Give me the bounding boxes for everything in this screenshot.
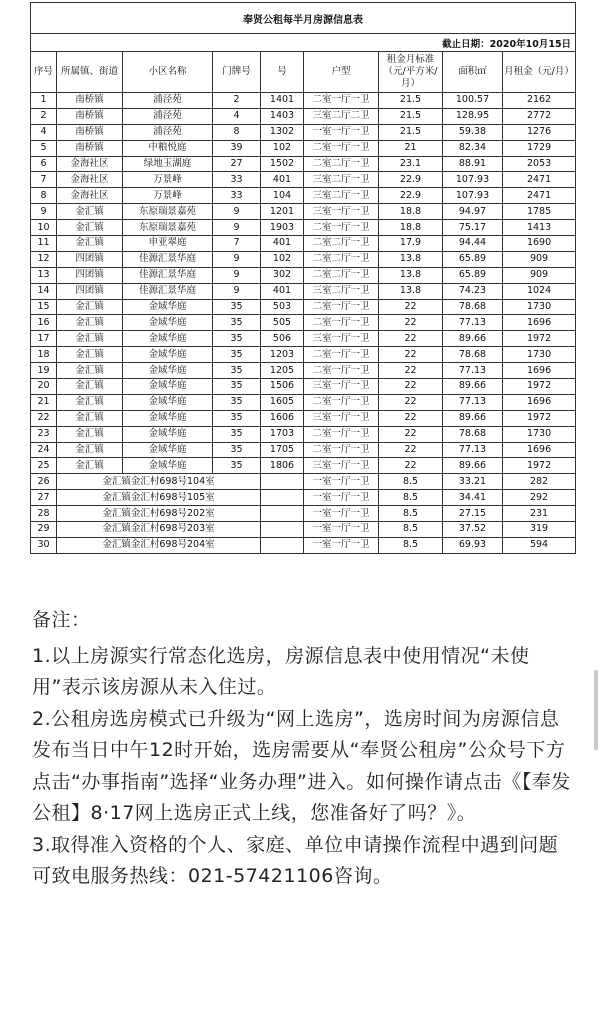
- cell-rate: 22: [379, 331, 443, 347]
- cell-rate: 22: [379, 394, 443, 410]
- cell-layout: 三室一厅一卫: [304, 458, 379, 474]
- cell-rate: 22: [379, 442, 443, 458]
- cell-room: 104: [261, 188, 304, 204]
- cell-room: 1401: [261, 93, 304, 109]
- cell-district: 南桥镇: [57, 93, 123, 109]
- cell-room: 401: [261, 283, 304, 299]
- cell-area: 75.17: [443, 220, 503, 236]
- cell-area: 69.93: [443, 537, 503, 553]
- cell-area: 77.13: [443, 315, 503, 331]
- cell-rate: 22: [379, 410, 443, 426]
- cell-layout: 三室一厅一卫: [304, 204, 379, 220]
- cell-rate: 22: [379, 347, 443, 363]
- cell-rate: 8.5: [379, 506, 443, 522]
- cell-rate: 21.5: [379, 108, 443, 124]
- cell-building: 35: [213, 458, 261, 474]
- cell-seq: 24: [31, 442, 57, 458]
- cell-community: 浦泾苑: [123, 108, 213, 124]
- cell-address: 金汇镇金汇村698号202室: [57, 506, 261, 522]
- cell-rent: 909: [503, 267, 576, 283]
- table-row: [31, 474, 576, 490]
- cell-rent: 292: [503, 490, 576, 506]
- cell-rent: 1972: [503, 410, 576, 426]
- cell-building: 35: [213, 363, 261, 379]
- cell-seq: 21: [31, 394, 57, 410]
- header-rent: 月租金（元/月）: [503, 52, 576, 93]
- cell-room: 1705: [261, 442, 304, 458]
- cell-area: 78.68: [443, 299, 503, 315]
- cell-layout: 一室一厅一卫: [304, 506, 379, 522]
- cell-seq: 19: [31, 363, 57, 379]
- cell-room: 1205: [261, 363, 304, 379]
- cell-seq: 28: [31, 506, 57, 522]
- header-row: [31, 52, 576, 93]
- cell-area: 65.89: [443, 267, 503, 283]
- cell-area: 59.38: [443, 124, 503, 140]
- cell-layout: 一室一厅一卫: [304, 124, 379, 140]
- cell-layout: 三室一厅一卫: [304, 379, 379, 395]
- cell-rate: 8.5: [379, 490, 443, 506]
- cell-seq: 7: [31, 172, 57, 188]
- table-row: [31, 156, 576, 172]
- cell-seq: 27: [31, 490, 57, 506]
- table-row: [31, 267, 576, 283]
- cell-layout: 二室一厅一卫: [304, 442, 379, 458]
- cell-area: 94.97: [443, 204, 503, 220]
- scrollbar[interactable]: [594, 670, 598, 750]
- cell-layout: 二室二厅一卫: [304, 267, 379, 283]
- cell-seq: 6: [31, 156, 57, 172]
- cell-district: 四团镇: [57, 267, 123, 283]
- cell-area: 77.13: [443, 363, 503, 379]
- cell-room: 506: [261, 331, 304, 347]
- cell-rent: 2162: [503, 93, 576, 109]
- cell-building: 35: [213, 410, 261, 426]
- table-row: [31, 220, 576, 236]
- table-row: [31, 140, 576, 156]
- cell-room: [261, 490, 304, 506]
- cell-building: 2: [213, 93, 261, 109]
- cell-community: 金域华庭: [123, 442, 213, 458]
- cell-seq: 17: [31, 331, 57, 347]
- cell-rate: 22: [379, 426, 443, 442]
- cell-building: 35: [213, 379, 261, 395]
- table-row: [31, 93, 576, 109]
- cell-layout: 三室二厅一卫: [304, 172, 379, 188]
- cell-seq: 16: [31, 315, 57, 331]
- cell-community: 金域华庭: [123, 315, 213, 331]
- cell-room: 302: [261, 267, 304, 283]
- cell-rate: 13.8: [379, 267, 443, 283]
- cell-area: 94.44: [443, 236, 503, 252]
- cell-rate: 22: [379, 458, 443, 474]
- table-row: [31, 236, 576, 252]
- cell-seq: 4: [31, 124, 57, 140]
- cell-community: 浦泾苑: [123, 93, 213, 109]
- cell-seq: 13: [31, 267, 57, 283]
- cell-building: 27: [213, 156, 261, 172]
- table-row: [31, 188, 576, 204]
- cell-seq: 2: [31, 108, 57, 124]
- cell-room: [261, 474, 304, 490]
- cell-area: 37.52: [443, 522, 503, 538]
- cell-room: [261, 522, 304, 538]
- cell-building: 9: [213, 204, 261, 220]
- table-row: [31, 506, 576, 522]
- cell-layout: 三室一厅一卫: [304, 410, 379, 426]
- cell-rate: 17.9: [379, 236, 443, 252]
- cell-layout: 二室一厅一卫: [304, 426, 379, 442]
- header-building: 门牌号: [213, 52, 261, 93]
- cell-district: 金海社区: [57, 172, 123, 188]
- cell-district: 金汇镇: [57, 204, 123, 220]
- table-row: [31, 204, 576, 220]
- cell-building: 35: [213, 394, 261, 410]
- cell-rent: 1696: [503, 363, 576, 379]
- cell-rent: 1696: [503, 442, 576, 458]
- cell-rent: 1785: [503, 204, 576, 220]
- cell-seq: 12: [31, 251, 57, 267]
- table-row: [31, 490, 576, 506]
- cell-community: 金域华庭: [123, 347, 213, 363]
- cell-layout: 二室二厅一卫: [304, 251, 379, 267]
- cell-seq: 9: [31, 204, 57, 220]
- cell-building: 35: [213, 299, 261, 315]
- cell-room: 102: [261, 251, 304, 267]
- cell-layout: 二室一厅一卫: [304, 299, 379, 315]
- cell-rate: 13.8: [379, 283, 443, 299]
- cell-building: 39: [213, 140, 261, 156]
- cell-community: 万景峰: [123, 188, 213, 204]
- table-row: [31, 410, 576, 426]
- cell-room: 1605: [261, 394, 304, 410]
- header-district: 所属镇、街道: [57, 52, 123, 93]
- header-community: 小区名称: [123, 52, 213, 93]
- cell-rent: 1730: [503, 299, 576, 315]
- cell-rate: 22.9: [379, 188, 443, 204]
- cell-district: 四团镇: [57, 283, 123, 299]
- table-title: 奉贤公租每半月房源信息表: [31, 3, 576, 34]
- table-row: [31, 394, 576, 410]
- cell-area: 77.13: [443, 442, 503, 458]
- cell-building: 8: [213, 124, 261, 140]
- cell-rent: 2471: [503, 188, 576, 204]
- cell-seq: 22: [31, 410, 57, 426]
- cell-room: 1806: [261, 458, 304, 474]
- housing-table: [30, 2, 576, 554]
- cell-area: 89.66: [443, 458, 503, 474]
- cell-layout: 一室一厅一卫: [304, 490, 379, 506]
- cell-layout: 二室二厅一卫: [304, 236, 379, 252]
- cell-seq: 25: [31, 458, 57, 474]
- cell-rate: 22: [379, 315, 443, 331]
- cell-room: 401: [261, 236, 304, 252]
- table-row: [31, 363, 576, 379]
- cell-district: 金汇镇: [57, 347, 123, 363]
- cell-layout: 二室一厅一卫: [304, 347, 379, 363]
- cell-rent: 231: [503, 506, 576, 522]
- cell-layout: 一室一厅一卫: [304, 522, 379, 538]
- cell-community: 绿地玉湖庭: [123, 156, 213, 172]
- table-row: [31, 379, 576, 395]
- cell-building: 35: [213, 315, 261, 331]
- cell-building: 35: [213, 331, 261, 347]
- table-row: [31, 124, 576, 140]
- cell-area: 89.66: [443, 410, 503, 426]
- cell-seq: 11: [31, 236, 57, 252]
- cell-community: 金域华庭: [123, 458, 213, 474]
- cell-community: 金域华庭: [123, 379, 213, 395]
- cell-layout: 一室一厅一卫: [304, 474, 379, 490]
- cell-area: 88.91: [443, 156, 503, 172]
- cell-building: 33: [213, 172, 261, 188]
- cell-community: 东原瑞景嘉苑: [123, 220, 213, 236]
- cell-community: 佳源汇景华庭: [123, 251, 213, 267]
- cell-building: 9: [213, 220, 261, 236]
- cell-community: 中粮悦庭: [123, 140, 213, 156]
- cell-layout: 一室一厅一卫: [304, 537, 379, 553]
- cell-building: 7: [213, 236, 261, 252]
- cell-district: 金汇镇: [57, 220, 123, 236]
- table-row: [31, 172, 576, 188]
- cell-district: 金汇镇: [57, 442, 123, 458]
- cell-seq: 26: [31, 474, 57, 490]
- cell-building: 9: [213, 283, 261, 299]
- table-row: [31, 347, 576, 363]
- cell-room: 1203: [261, 347, 304, 363]
- cell-community: 万景峰: [123, 172, 213, 188]
- cell-community: 金域华庭: [123, 363, 213, 379]
- cell-rent: 1730: [503, 426, 576, 442]
- cell-rate: 22: [379, 363, 443, 379]
- cell-community: 金域华庭: [123, 299, 213, 315]
- cell-area: 65.89: [443, 251, 503, 267]
- cell-area: 100.57: [443, 93, 503, 109]
- table-row: [31, 522, 576, 538]
- cell-rent: 319: [503, 522, 576, 538]
- table-row: [31, 442, 576, 458]
- cell-seq: 18: [31, 347, 57, 363]
- cell-room: 503: [261, 299, 304, 315]
- cell-seq: 8: [31, 188, 57, 204]
- table-row: [31, 458, 576, 474]
- notes-heading: 备注：: [32, 609, 91, 631]
- cell-rate: 13.8: [379, 251, 443, 267]
- cell-area: 33.21: [443, 474, 503, 490]
- cell-community: 金域华庭: [123, 394, 213, 410]
- header-rate: 租金月标准（元/平方米/月）: [379, 52, 443, 93]
- note-item-3: 3.取得准入资格的个人、家庭、单位申请操作流程中遇到问题可致电服务热线：021-57421106咨询。: [32, 833, 559, 887]
- cell-layout: 三室一厅一卫: [304, 331, 379, 347]
- cell-rate: 8.5: [379, 537, 443, 553]
- cell-community: 金域华庭: [123, 331, 213, 347]
- cell-district: 金汇镇: [57, 458, 123, 474]
- cell-room: 1703: [261, 426, 304, 442]
- cell-layout: 二室一厅一卫: [304, 315, 379, 331]
- cell-room: 505: [261, 315, 304, 331]
- cell-rent: 1413: [503, 220, 576, 236]
- cell-community: 金域华庭: [123, 426, 213, 442]
- notes-section: [32, 605, 572, 893]
- cell-building: 9: [213, 251, 261, 267]
- cell-room: 1506: [261, 379, 304, 395]
- note-item-2: 2.公租房选房模式已升级为“网上选房”，选房时间为房源信息发布当日中午12时开始，选房需要从“奉贤公租房”公众号下方点击“办事指南”选择“业务办理”进入。如何操作请点击《【奉发公租】8·17网上选房正式上线，您准备好了吗？》。: [32, 707, 571, 824]
- cell-district: 金汇镇: [57, 394, 123, 410]
- cell-seq: 29: [31, 522, 57, 538]
- cell-rent: 909: [503, 251, 576, 267]
- cell-rent: 1972: [503, 379, 576, 395]
- cell-area: 27.15: [443, 506, 503, 522]
- cell-building: 35: [213, 426, 261, 442]
- cell-district: 南桥镇: [57, 140, 123, 156]
- cell-rate: 23.1: [379, 156, 443, 172]
- cell-area: 89.66: [443, 331, 503, 347]
- cell-address: 金汇镇金汇村698号105室: [57, 490, 261, 506]
- cell-building: 35: [213, 347, 261, 363]
- cell-district: 金汇镇: [57, 331, 123, 347]
- cell-area: 34.41: [443, 490, 503, 506]
- cell-district: 南桥镇: [57, 108, 123, 124]
- cell-layout: 二室一厅一卫: [304, 140, 379, 156]
- cell-area: 82.34: [443, 140, 503, 156]
- cell-seq: 20: [31, 379, 57, 395]
- cell-seq: 23: [31, 426, 57, 442]
- cell-district: 金海社区: [57, 156, 123, 172]
- cell-community: 申亚翠庭: [123, 236, 213, 252]
- cell-district: 金汇镇: [57, 426, 123, 442]
- cell-rent: 1276: [503, 124, 576, 140]
- cell-community: 佳源汇景华庭: [123, 283, 213, 299]
- cell-rent: 1024: [503, 283, 576, 299]
- cell-room: 1606: [261, 410, 304, 426]
- cell-district: 金汇镇: [57, 315, 123, 331]
- cell-rate: 8.5: [379, 474, 443, 490]
- cell-seq: 14: [31, 283, 57, 299]
- cell-district: 金汇镇: [57, 410, 123, 426]
- header-seq: 序号: [31, 52, 57, 93]
- cell-district: 金汇镇: [57, 363, 123, 379]
- cell-district: 四团镇: [57, 251, 123, 267]
- cell-layout: 二室一厅一卫: [304, 394, 379, 410]
- cell-layout: 二室一厅一卫: [304, 363, 379, 379]
- cell-district: 金汇镇: [57, 379, 123, 395]
- cell-rate: 21: [379, 140, 443, 156]
- cell-rent: 2471: [503, 172, 576, 188]
- cell-rent: 1690: [503, 236, 576, 252]
- cell-room: [261, 506, 304, 522]
- cell-rent: 1730: [503, 347, 576, 363]
- table-row: [31, 251, 576, 267]
- cell-rent: 594: [503, 537, 576, 553]
- cell-rate: 21.5: [379, 124, 443, 140]
- cell-rent: 282: [503, 474, 576, 490]
- cell-rate: 22.9: [379, 172, 443, 188]
- cell-room: 1302: [261, 124, 304, 140]
- cell-layout: 三室二厅一卫: [304, 283, 379, 299]
- cell-layout: 二室一厅一卫: [304, 220, 379, 236]
- cell-community: 金域华庭: [123, 410, 213, 426]
- cell-rent: 1972: [503, 331, 576, 347]
- cell-community: 东原瑞景嘉苑: [123, 204, 213, 220]
- cell-community: 佳源汇景华庭: [123, 267, 213, 283]
- cell-layout: 二室二厅一卫: [304, 156, 379, 172]
- cell-community: 浦泾苑: [123, 124, 213, 140]
- cell-district: 南桥镇: [57, 124, 123, 140]
- header-layout: 户型: [304, 52, 379, 93]
- cell-room: 102: [261, 140, 304, 156]
- cell-rate: 8.5: [379, 522, 443, 538]
- cell-room: 1403: [261, 108, 304, 124]
- cell-building: 9: [213, 267, 261, 283]
- cell-area: 74.23: [443, 283, 503, 299]
- cell-seq: 10: [31, 220, 57, 236]
- table-row: [31, 299, 576, 315]
- cell-district: 金海社区: [57, 188, 123, 204]
- cell-room: 1201: [261, 204, 304, 220]
- note-item-1: 1.以上房源实行常态化选房，房源信息表中使用情况“未使用”表示该房源从未入住过。: [32, 644, 530, 698]
- cell-room: 1903: [261, 220, 304, 236]
- cell-rate: 22: [379, 379, 443, 395]
- cell-address: 金汇镇金汇村698号104室: [57, 474, 261, 490]
- header-area: 面积㎡: [443, 52, 503, 93]
- table-row: [31, 108, 576, 124]
- cell-room: 401: [261, 172, 304, 188]
- cell-building: 35: [213, 442, 261, 458]
- cell-rent: 1972: [503, 458, 576, 474]
- cell-area: 77.13: [443, 394, 503, 410]
- cell-rent: 1729: [503, 140, 576, 156]
- cell-district: 金汇镇: [57, 299, 123, 315]
- table-row: [31, 426, 576, 442]
- table-row: [31, 331, 576, 347]
- cell-area: 107.93: [443, 172, 503, 188]
- cell-area: 78.68: [443, 426, 503, 442]
- cell-seq: 1: [31, 93, 57, 109]
- cell-district: 金汇镇: [57, 236, 123, 252]
- cell-area: 128.95: [443, 108, 503, 124]
- cell-area: 89.66: [443, 379, 503, 395]
- cell-rate: 22: [379, 299, 443, 315]
- cell-building: 4: [213, 108, 261, 124]
- cell-address: 金汇镇金汇村698号204室: [57, 537, 261, 553]
- cell-rate: 21.5: [379, 93, 443, 109]
- table-row: [31, 537, 576, 553]
- cell-area: 107.93: [443, 188, 503, 204]
- cell-room: 1502: [261, 156, 304, 172]
- cell-layout: 二室一厅一卫: [304, 93, 379, 109]
- cell-address: 金汇镇金汇村698号203室: [57, 522, 261, 538]
- table-row: [31, 283, 576, 299]
- cell-room: [261, 537, 304, 553]
- cell-layout: 三室二厅一卫: [304, 188, 379, 204]
- cell-seq: 5: [31, 140, 57, 156]
- table-row: [31, 315, 576, 331]
- cell-layout: 三室二厅二卫: [304, 108, 379, 124]
- header-room: 号: [261, 52, 304, 93]
- cell-rent: 2772: [503, 108, 576, 124]
- cell-seq: 15: [31, 299, 57, 315]
- cell-building: 33: [213, 188, 261, 204]
- cell-rate: 18.8: [379, 204, 443, 220]
- cell-rent: 1696: [503, 315, 576, 331]
- cell-rent: 2053: [503, 156, 576, 172]
- cell-area: 78.68: [443, 347, 503, 363]
- cutoff-date: 截止日期：2020年10月15日: [31, 34, 576, 52]
- cell-rate: 18.8: [379, 220, 443, 236]
- cell-seq: 30: [31, 537, 57, 553]
- cell-rent: 1696: [503, 394, 576, 410]
